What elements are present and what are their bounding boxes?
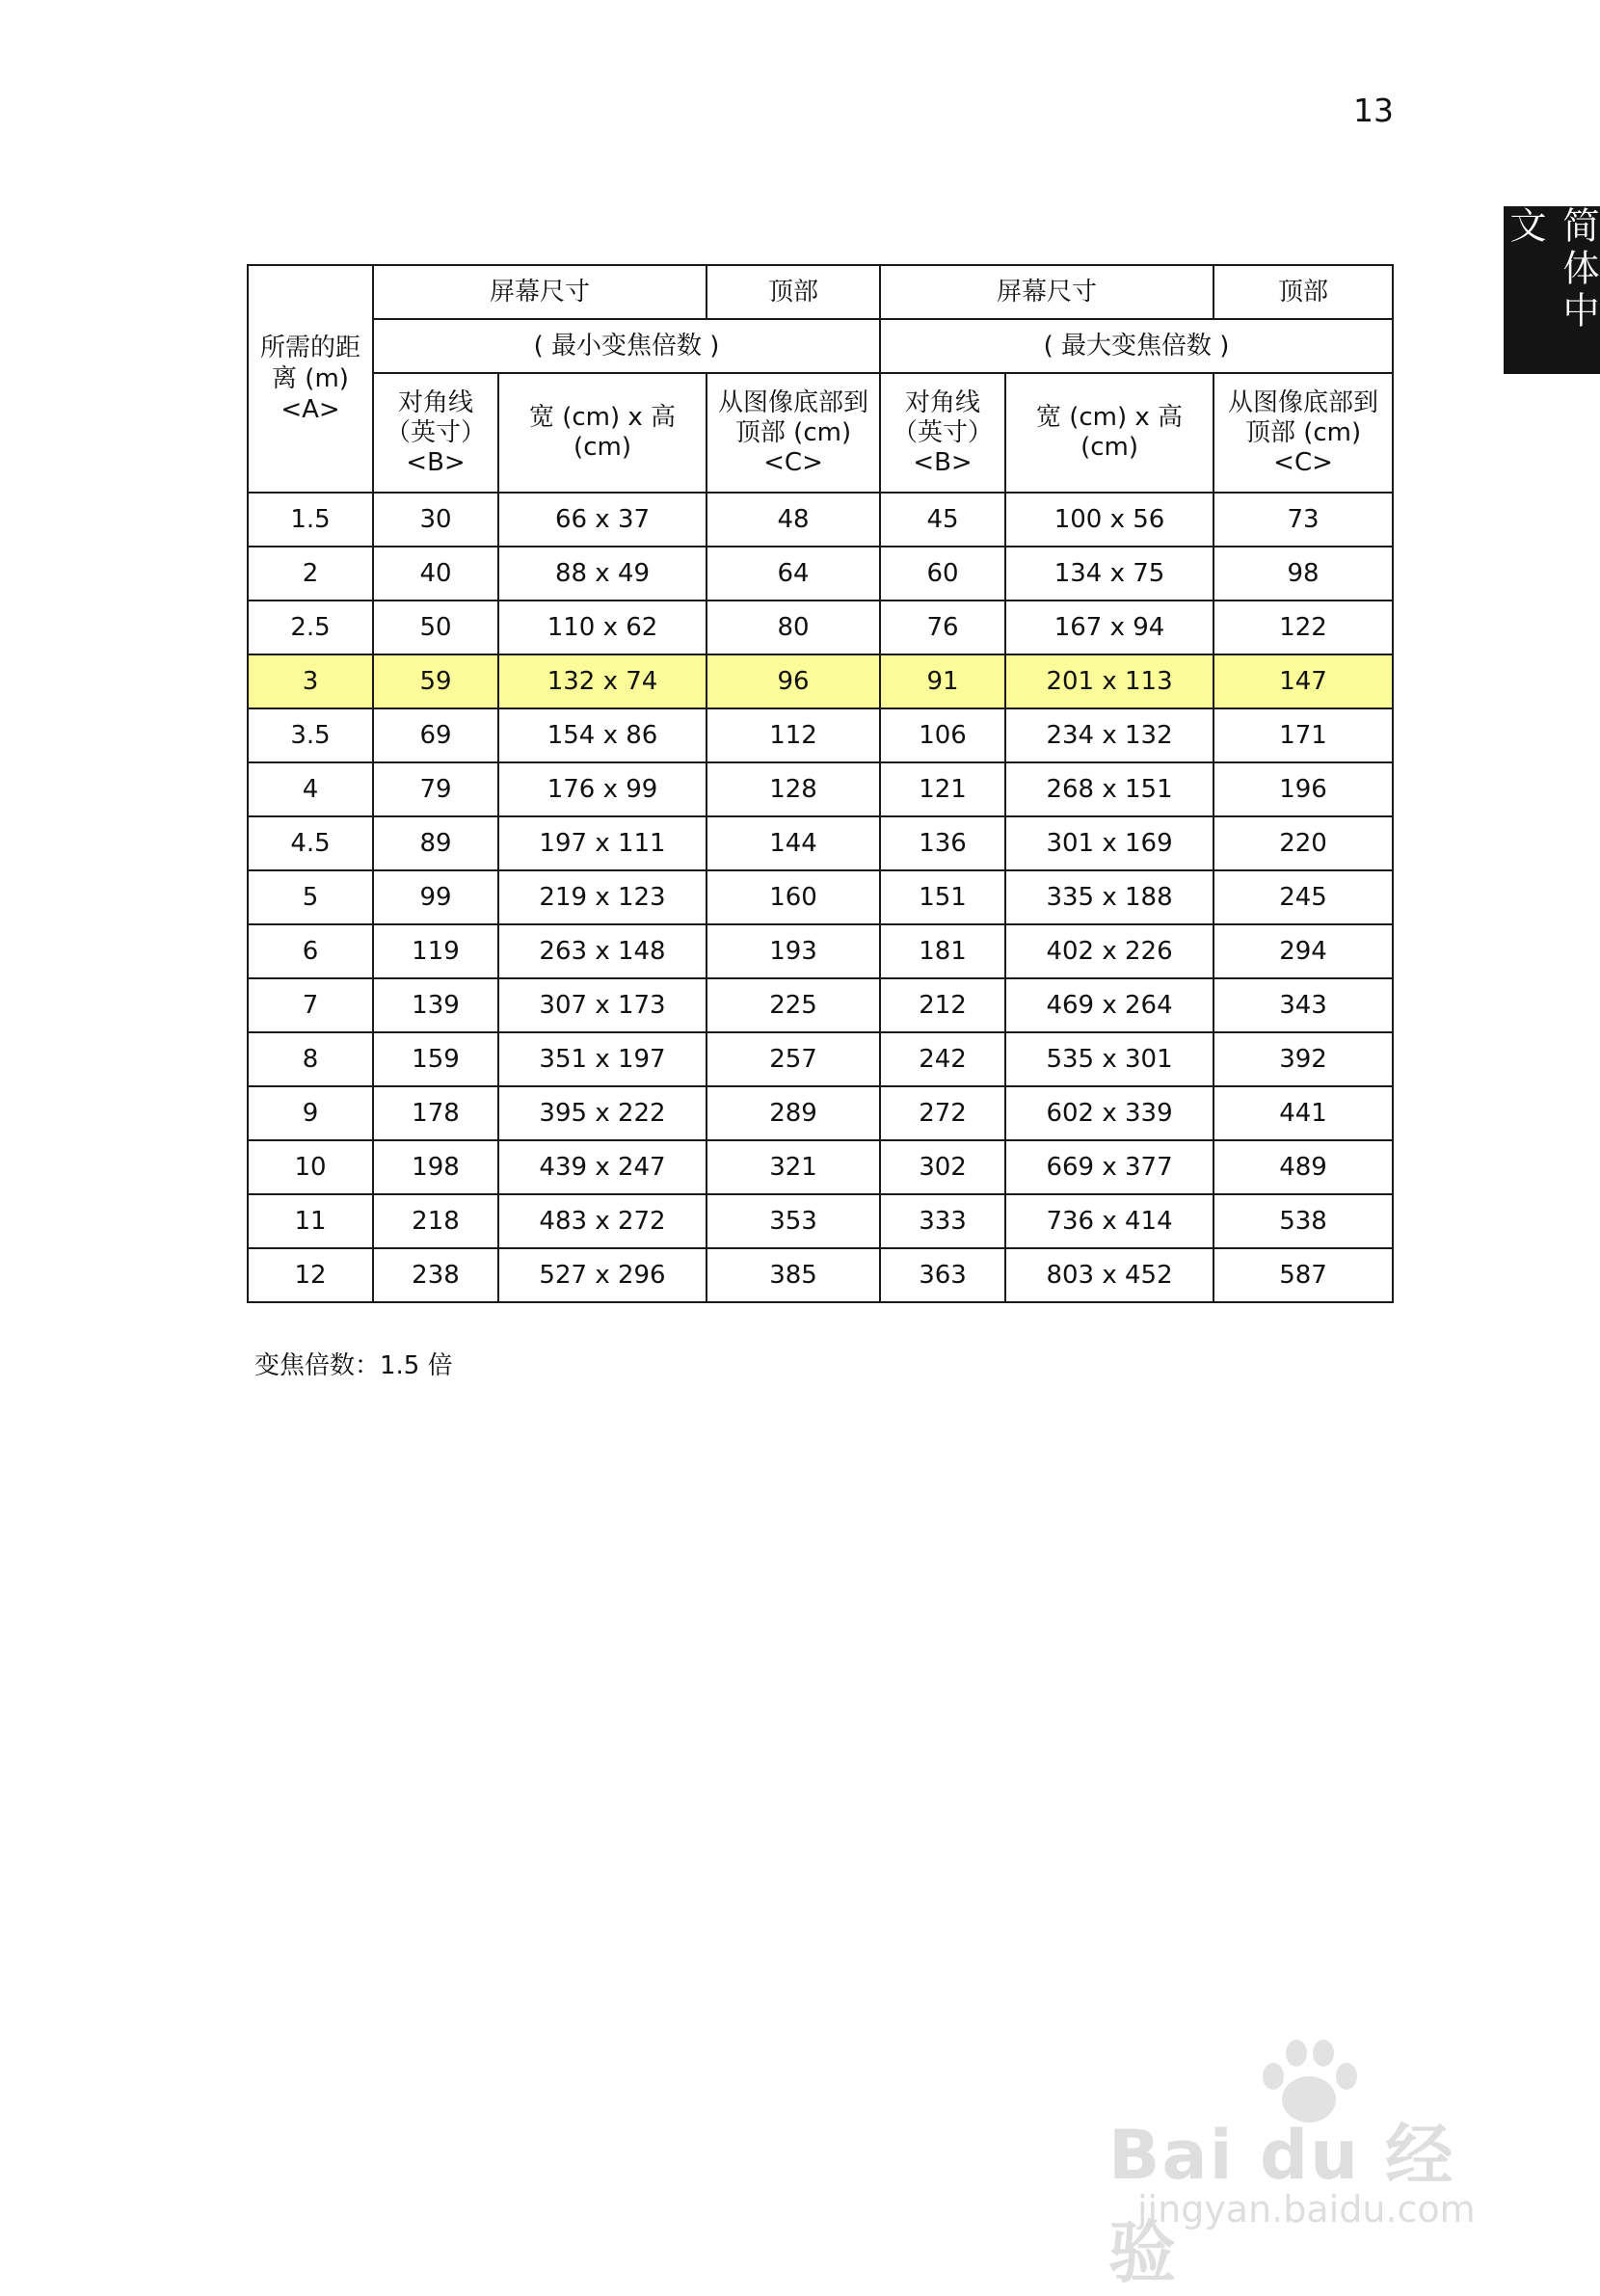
max-size-cell: 335 x 188: [1005, 870, 1213, 924]
min-diagonal-header: [373, 373, 498, 493]
min-size-cell: 351 x 197: [498, 1032, 707, 1086]
header-row-columns: [248, 373, 1393, 493]
table-row: [248, 547, 1393, 601]
max-top-cell: 392: [1213, 1032, 1393, 1086]
min-diagonal-cell: 159: [373, 1032, 498, 1086]
min-zoom-header: ( 最小变焦倍数 ): [373, 319, 880, 373]
max-zoom-header: ( 最大变焦倍数 ): [880, 319, 1393, 373]
min-size-cell: 439 x 247: [498, 1140, 707, 1194]
max-diagonal-cell: 136: [880, 816, 1005, 870]
language-tab: [1504, 206, 1600, 374]
b-marker: <B>: [406, 447, 466, 477]
distance-cell: 2: [248, 547, 373, 601]
baidu-jingyan-watermark: [1108, 2034, 1523, 2292]
distance-cell: 3.5: [248, 708, 373, 762]
max-top-cell: 122: [1213, 601, 1393, 654]
min-top-cell: 144: [707, 816, 880, 870]
cm-label: (cm): [573, 433, 631, 462]
min-size-cell: 219 x 123: [498, 870, 707, 924]
min-top-cell: 353: [707, 1194, 880, 1248]
max-top-cell: 147: [1213, 654, 1393, 708]
min-size-cell: 88 x 49: [498, 547, 707, 601]
max-top-cell: 245: [1213, 870, 1393, 924]
max-diagonal-cell: 91: [880, 654, 1005, 708]
table-row: [248, 924, 1393, 978]
max-diagonal-header: [880, 373, 1005, 493]
table-row: [248, 1032, 1393, 1086]
min-diagonal-cell: 40: [373, 547, 498, 601]
max-top-header: 顶部: [1213, 265, 1393, 319]
max-top-cell: 98: [1213, 547, 1393, 601]
max-diagonal-cell: 181: [880, 924, 1005, 978]
min-top-cell: 321: [707, 1140, 880, 1194]
min-size-cell: 307 x 173: [498, 978, 707, 1032]
table-row: [248, 1194, 1393, 1248]
distance-cell: 8: [248, 1032, 373, 1086]
max-size-cell: 134 x 75: [1005, 547, 1213, 601]
diagonal-label: 对角线: [397, 387, 473, 417]
min-top-cell: 385: [707, 1248, 880, 1302]
distance-cell: 1.5: [248, 493, 373, 547]
max-diagonal-cell: 242: [880, 1032, 1005, 1086]
max-size-cell: 535 x 301: [1005, 1032, 1213, 1086]
max-size-cell: 669 x 377: [1005, 1140, 1213, 1194]
min-size-cell: 527 x 296: [498, 1248, 707, 1302]
min-size-cell: 66 x 37: [498, 493, 707, 547]
min-size-cell: 197 x 111: [498, 816, 707, 870]
min-size-cell: 395 x 222: [498, 1086, 707, 1140]
page-number: 13: [1353, 92, 1394, 129]
max-diagonal-cell: 272: [880, 1086, 1005, 1140]
header-row-zoom: [248, 319, 1393, 373]
max-size-cell: 268 x 151: [1005, 762, 1213, 816]
c-marker: <C>: [1273, 447, 1333, 477]
bottom-top-label: 从图像底部到顶部 (cm): [1228, 387, 1379, 447]
min-size-cell: 132 x 74: [498, 654, 707, 708]
max-diagonal-cell: 106: [880, 708, 1005, 762]
table-body: [248, 265, 1393, 1302]
distance-cell: 6: [248, 924, 373, 978]
min-size-cell: 176 x 99: [498, 762, 707, 816]
max-diagonal-cell: 121: [880, 762, 1005, 816]
min-top-cell: 193: [707, 924, 880, 978]
min-top-header: 顶部: [707, 265, 880, 319]
min-diagonal-cell: 79: [373, 762, 498, 816]
distance-cell: 10: [248, 1140, 373, 1194]
bottom-top-label: 从图像底部到顶部 (cm): [718, 387, 869, 447]
distance-cell: 9: [248, 1086, 373, 1140]
min-top-cell: 48: [707, 493, 880, 547]
diagonal-label: 对角线: [905, 387, 981, 417]
min-top-cell: 96: [707, 654, 880, 708]
distance-cell: 5: [248, 870, 373, 924]
distance-header-cell: [248, 265, 373, 493]
max-top-cell: 489: [1213, 1140, 1393, 1194]
min-top-cell: 257: [707, 1032, 880, 1086]
watermark-url: jingyan.baidu.com: [1137, 2188, 1476, 2230]
inch-label: （英寸）: [385, 417, 486, 447]
min-size-cell: 110 x 62: [498, 601, 707, 654]
max-diagonal-cell: 60: [880, 547, 1005, 601]
min-top-cell: 289: [707, 1086, 880, 1140]
max-diagonal-cell: 76: [880, 601, 1005, 654]
min-top-cell: 80: [707, 601, 880, 654]
max-top-cell: 73: [1213, 493, 1393, 547]
max-top-cell: 538: [1213, 1194, 1393, 1248]
max-top-cell: 196: [1213, 762, 1393, 816]
c-marker: <C>: [763, 447, 823, 477]
min-diagonal-cell: 218: [373, 1194, 498, 1248]
min-size-cell: 154 x 86: [498, 708, 707, 762]
max-diagonal-cell: 333: [880, 1194, 1005, 1248]
max-screen-size-header: 屏幕尺寸: [880, 265, 1213, 319]
min-diagonal-cell: 30: [373, 493, 498, 547]
min-diagonal-cell: 198: [373, 1140, 498, 1194]
max-top-cell: 294: [1213, 924, 1393, 978]
min-top-cell: 112: [707, 708, 880, 762]
table-row: [248, 762, 1393, 816]
max-diagonal-cell: 302: [880, 1140, 1005, 1194]
max-size-cell: 803 x 452: [1005, 1248, 1213, 1302]
min-top-cell: 160: [707, 870, 880, 924]
min-diagonal-cell: 238: [373, 1248, 498, 1302]
zoom-ratio-note: 变焦倍数：1.5 倍: [254, 1351, 453, 1380]
min-top-cell: 64: [707, 547, 880, 601]
watermark-logo: Bai du 经验: [1108, 2116, 1455, 2292]
table-row-highlighted: [248, 654, 1393, 708]
max-top-cell: 343: [1213, 978, 1393, 1032]
max-bottom-top-header: [1213, 373, 1393, 493]
min-top-cell: 225: [707, 978, 880, 1032]
distance-cell: 12: [248, 1248, 373, 1302]
max-size-cell: 100 x 56: [1005, 493, 1213, 547]
min-diagonal-cell: 178: [373, 1086, 498, 1140]
min-diagonal-cell: 69: [373, 708, 498, 762]
max-size-cell: 469 x 264: [1005, 978, 1213, 1032]
max-size-cell: 234 x 132: [1005, 708, 1213, 762]
max-top-cell: 171: [1213, 708, 1393, 762]
min-screen-size-header: 屏幕尺寸: [373, 265, 707, 319]
distance-cell: 4: [248, 762, 373, 816]
min-top-cell: 128: [707, 762, 880, 816]
min-diagonal-cell: 59: [373, 654, 498, 708]
table-row: [248, 1086, 1393, 1140]
distance-cell: 2.5: [248, 601, 373, 654]
max-diagonal-cell: 363: [880, 1248, 1005, 1302]
distance-cell: 11: [248, 1194, 373, 1248]
min-bottom-top-header: [707, 373, 880, 493]
table-row: [248, 1248, 1393, 1302]
width-height-label: 宽 (cm) x 高: [1035, 403, 1184, 432]
cm-label: (cm): [1080, 433, 1138, 462]
min-diagonal-cell: 119: [373, 924, 498, 978]
distance-cell: 3: [248, 654, 373, 708]
max-diagonal-cell: 45: [880, 493, 1005, 547]
max-size-cell: 602 x 339: [1005, 1086, 1213, 1140]
distance-header-marker: <A>: [280, 395, 340, 424]
projection-distance-table: [247, 264, 1394, 1303]
b-marker: <B>: [913, 447, 973, 477]
max-top-cell: 441: [1213, 1086, 1393, 1140]
width-height-label: 宽 (cm) x 高: [528, 403, 677, 432]
max-top-cell: 220: [1213, 816, 1393, 870]
distance-cell: 4.5: [248, 816, 373, 870]
max-size-cell: 301 x 169: [1005, 816, 1213, 870]
max-size-cell: 167 x 94: [1005, 601, 1213, 654]
max-diagonal-cell: 212: [880, 978, 1005, 1032]
table-row: [248, 601, 1393, 654]
max-size-cell: 736 x 414: [1005, 1194, 1213, 1248]
table-row: [248, 493, 1393, 547]
min-size-cell: 483 x 272: [498, 1194, 707, 1248]
min-width-height-header: [498, 373, 707, 493]
min-diagonal-cell: 89: [373, 816, 498, 870]
table-row: [248, 1140, 1393, 1194]
max-width-height-header: [1005, 373, 1213, 493]
max-top-cell: 587: [1213, 1248, 1393, 1302]
table-row: [248, 978, 1393, 1032]
table-row: [248, 870, 1393, 924]
min-diagonal-cell: 139: [373, 978, 498, 1032]
max-size-cell: 201 x 113: [1005, 654, 1213, 708]
max-diagonal-cell: 151: [880, 870, 1005, 924]
table-row: [248, 708, 1393, 762]
distance-cell: 7: [248, 978, 373, 1032]
distance-header-label: 所需的距离 (m): [259, 334, 360, 393]
min-size-cell: 263 x 148: [498, 924, 707, 978]
min-diagonal-cell: 99: [373, 870, 498, 924]
header-row-top: [248, 265, 1393, 319]
max-size-cell: 402 x 226: [1005, 924, 1213, 978]
min-diagonal-cell: 50: [373, 601, 498, 654]
language-tab-label: 简体中文: [1504, 206, 1599, 334]
inch-label: （英寸）: [893, 417, 994, 447]
table-row: [248, 816, 1393, 870]
